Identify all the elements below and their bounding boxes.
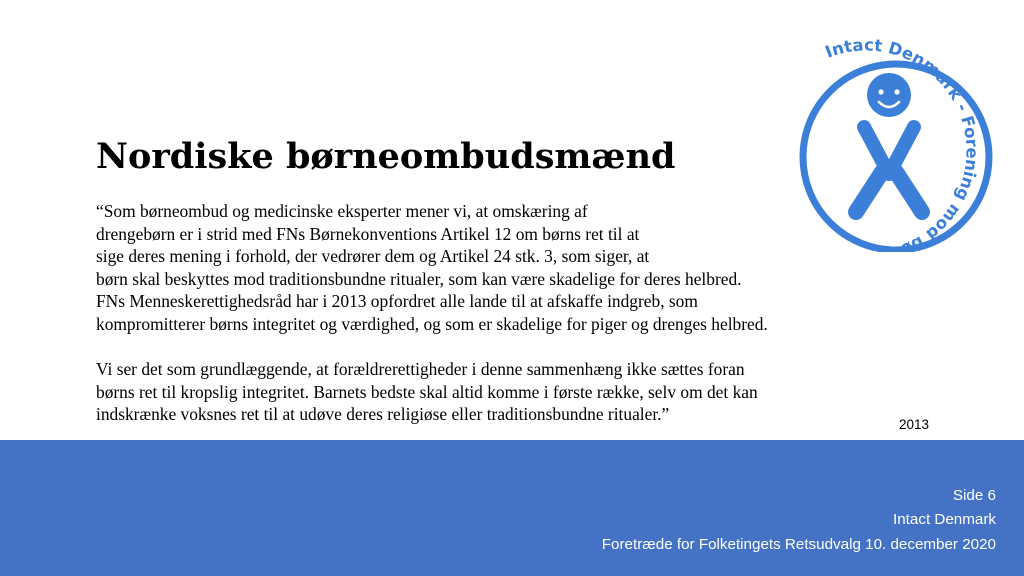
footer-event: Foretræde for Folketingets Retsudvalg 10. december 2020 bbox=[601, 536, 996, 553]
stick-figure-covering-crotch-icon bbox=[856, 73, 922, 212]
quote-line: drengebørn er i strid med FNs Børnekonventions Artikel 12 om børns ret til at bbox=[96, 223, 640, 244]
footer-organization: Intact Denmark bbox=[893, 511, 996, 528]
paragraph-gap bbox=[96, 336, 956, 359]
quote-line: “Som børneombud og medicinske eksperter mener vi, at omskæring af bbox=[96, 201, 588, 221]
footer-page-number: Side 6 bbox=[952, 487, 996, 504]
slide-title: Nordiske børneombudsmænd bbox=[96, 136, 676, 177]
quote-line: Vi ser det som grundlæggende, at forældrerettigheder i denne sammenhæng ikke sættes foran bbox=[96, 359, 745, 380]
footer-band bbox=[0, 440, 1024, 576]
quote-year: 2013 bbox=[899, 417, 930, 432]
quote-line: børn skal beskyttes mod traditionsbundne ritualer, som kan være skadelige for deres helbred. bbox=[96, 268, 742, 289]
quote-line: børns ret til kropslig integritet. Barnets bedste skal altid komme i første række, selv om det kan bbox=[96, 381, 758, 402]
quote-line: FNs Menneskerettighedsråd har i 2013 opfordret alle lande til at afskaffe indgreb, som bbox=[96, 291, 698, 312]
quote-line: sige deres mening i forhold, der vedrører dem og Artikel 24 stk. 3, som siger, at bbox=[96, 246, 650, 267]
quote-text bbox=[96, 200, 956, 426]
quote-line: kompromitterer børns integritet og værdighed, og som er skadelige for piger og drenges helbred. bbox=[96, 313, 768, 334]
logo-circular-text: Intact Denmark - Forening mod bø bbox=[822, 35, 982, 252]
quote-line: indskrænke voksnes ret til at udøve deres religiøse eller traditionsbundne ritualer.” bbox=[96, 404, 670, 425]
